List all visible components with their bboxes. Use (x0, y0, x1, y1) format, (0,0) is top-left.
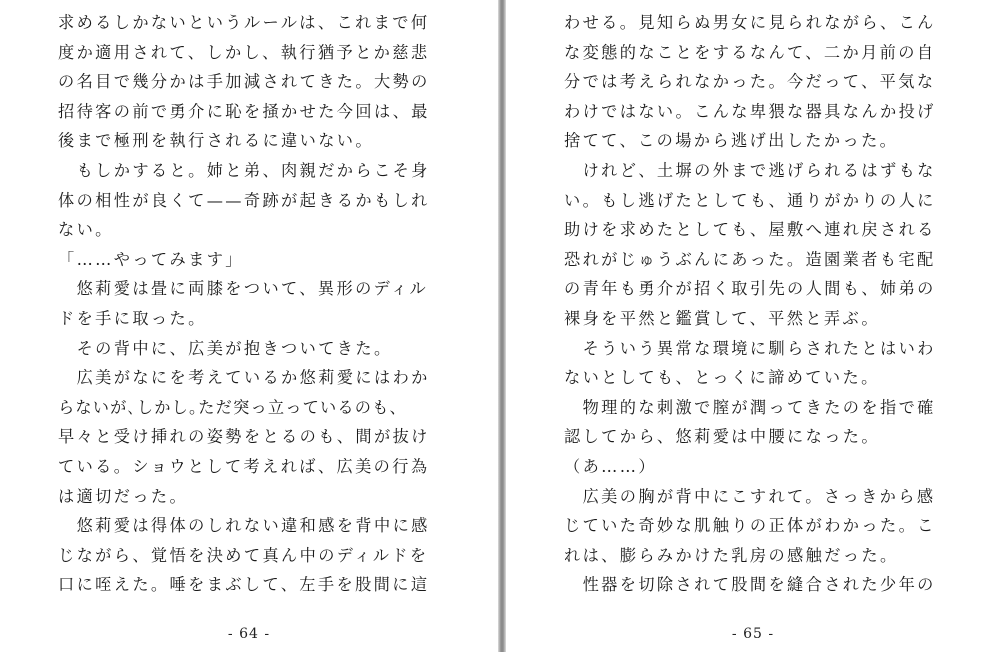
right-page (506, 0, 1000, 652)
text-line: の青年も勇介が招く取引先の人間も、姉弟の (564, 279, 936, 299)
text-line: れは、膨らみかけた乳房の感触だった。 (564, 545, 899, 565)
text-line: そういう異常な環境に馴らされたとはいわ (564, 338, 936, 358)
text-line: ドを手に取った。 (58, 308, 207, 328)
text-line: 「……やってみます」 (58, 249, 244, 269)
text-line: の名目で幾分かは手加減されてきた。大勢の (58, 72, 430, 92)
text-line: ない。 (58, 220, 114, 240)
text-line: ている。ショウとして考えれば、広美の行為 (58, 456, 430, 476)
text-line: わけではない。こんな卑猥な器具なんか投げ (564, 101, 936, 121)
text-line: 恐れがじゅうぶんにあった。造園業者も宅配 (564, 249, 936, 269)
text-line: 分では考えられなかった。今だって、平気な (564, 72, 936, 92)
text-line: じていた奇妙な肌触りの正体がわかった。こ (564, 516, 936, 536)
text-line: その背中に、広美が抱きついてきた。 (58, 338, 393, 358)
text-line: 悠莉愛は得体のしれない違和感を背中に感 (58, 516, 430, 536)
text-line: 早々と受け挿れの姿勢をとるのも、間が抜け (58, 427, 430, 447)
text-line: 広美がなにを考えているか悠莉愛にはわか (58, 368, 430, 388)
text-line: な変態的なことをするなんて、二か月前の自 (564, 42, 936, 62)
text-line: じながら、覚悟を決めて真ん中のディルドを (58, 545, 429, 565)
text-line: 悠莉愛は畳に両膝をついて、異形のディル (58, 279, 429, 299)
text-line: 求めるしかないというルールは、これまで何 (58, 13, 430, 32)
text-line: は適切だった。 (58, 486, 189, 506)
text-line: い。もし逃げたとしても、通りがかりの人に (564, 190, 936, 210)
text-line: 裸身を平然と鑑賞して、平然と弄ぶ。 (564, 308, 880, 328)
text-line: もしかすると。姉と弟、肉親だからこそ身 (58, 160, 430, 180)
text-line: 性器を切除されて股間を縫合された少年の (564, 575, 936, 595)
page-divider (498, 0, 506, 652)
text-line: けれど、土塀の外まで逃げられるはずもな (564, 160, 936, 180)
text-line: ないとしても、とっくに諦めていた。 (564, 368, 880, 388)
text-line: 捨てて、この場から逃げ出したかった。 (564, 131, 899, 151)
text-line: 助けを求めたとしても、屋敷へ連れ戻される (564, 220, 936, 240)
page-number: - 64 - (227, 626, 271, 642)
text-line: （あ……） (564, 456, 657, 476)
text-line: 体の相性が良くて——奇跡が起きるかもしれ (58, 190, 430, 210)
text-line: 招待客の前で勇介に恥を掻かせた今回は、最 (58, 101, 430, 121)
text-line: 度か適用されて、しかし、執行猶予とか慈悲 (58, 42, 430, 62)
text-line: 広美の胸が背中にこすれて。さっきから感 (564, 486, 936, 506)
left-page (0, 0, 498, 652)
right-page-text (564, 8, 954, 600)
text-line: 物理的な刺激で膣が潤ってきたのを指で確 (564, 397, 936, 417)
text-line: 後まで極刑を執行されるに違いない。 (58, 131, 374, 151)
text-line: 口に咥えた。唾をまぶして、左手を股間に這 (58, 575, 430, 595)
text-line: わせる。見知らぬ男女に見られながら、こん (564, 13, 936, 32)
text-line: らないが､しかし｡ただ突っ立っているのも、 (58, 397, 407, 417)
text-line: 認してから、悠莉愛は中腰になった。 (564, 427, 880, 447)
left-page-text (58, 8, 448, 600)
page-number: - 65 - (731, 626, 775, 642)
